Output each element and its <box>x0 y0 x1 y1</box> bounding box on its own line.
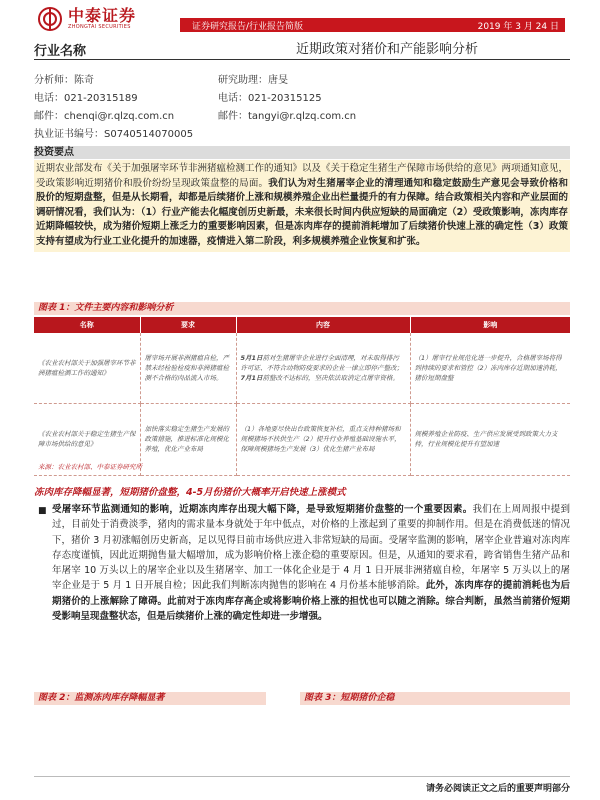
policy-table <box>34 317 570 476</box>
logo-english-name: ZHONGTAI SECURITIES <box>68 23 131 30</box>
report-date: 2019 年 3 月 24 日 <box>477 21 559 32</box>
analyst-phone: 电话：021-20315189 <box>34 93 138 104</box>
report-title: 近期政策对猪价和产能影响分析 <box>296 42 479 57</box>
header-band <box>180 18 565 32</box>
body-paragraph <box>52 502 570 624</box>
figure2-title: 图表 2：监测冻肉库存降幅显著 <box>34 692 266 705</box>
highlights-view: 我们认为对生猪屠宰企业的清理通知和稳定鼓励生产意见会导致价格和股价的短期盘整，但是从长期看，却都是后续猪价上涨和规模养殖企业出栏量提升的有力保障。结合政策相关内容和产业层面的调研情况看，我们认为： <box>36 177 569 218</box>
analyst-email[interactable]: 邮件：chenqi@r.qlzq.com.cn <box>34 111 175 122</box>
highlights-intro: 近期农业部发布《关于加强屠宰环节非洲猪瘟检测工作的通知》以及《关于稳定生猪生产保障市场供给的意见》两项通知意见，受政策影响近期猪价和股价纷纷呈现政策盘整的局面。 <box>36 163 569 189</box>
figure1-title: 图表 1：文件主要内容和影响分析 <box>34 302 570 315</box>
column-header-requirement: 要求 <box>140 317 236 333</box>
table-row <box>34 333 570 403</box>
assistant-phone: 电话：021-20315125 <box>218 93 322 104</box>
policy-name: 《农业农村部关于稳定生猪生产保障市场供给的意见》 <box>34 403 140 475</box>
bullet-icon: ■ <box>38 506 47 516</box>
column-header-name: 名称 <box>34 317 140 333</box>
company-logo <box>38 6 136 32</box>
policy-requirement: 加快落实稳定生猪生产发展的政策措施，推进标准化规模化养殖，优化产业布局 <box>140 403 236 475</box>
column-header-content: 内容 <box>236 317 410 333</box>
para-body: 我们在上周周报中提到过，目前处于消费淡季，猪肉的需求量本身就处于年中低点，对价格的上涨起到了重要的抑制作用。但是在消费低迷的情况下，猪价 3 月初涨幅创历史新高，足以见得目前市场供应进入非常短缺的局面。受屠宰监测的影响，屠宰企业普遍对冻肉库存态度谨慎，因此近期抛售量大幅增加，成为影响价格上涨企稳的重要原因。但是，从通知的要求看，跨省销售生猪产品和年屠宰 10 万头以上的屠宰企业以及生猪屠宰、加工一体化企业是于 4 月 1 日开展非洲猪瘟自检，年屠宰 5 万头以上的屠宰企业是于 5 月 1 日开展自检；因此我们判断冻肉抛售的影响在 4 月份基本能够消除。 <box>52 504 570 592</box>
report-type: 证券研究报告/行业报告简版 <box>192 21 304 32</box>
para-lead: 受屠宰环节监测通知的影响，近期冻肉库存出现大幅下降，是导致短期猪价盘整的一个重要因素。 <box>52 504 473 515</box>
industry-name: 行业名称 <box>34 44 87 59</box>
analyst-name: 分析师：陈奇 <box>34 75 94 86</box>
policy-content: （1）各地要尽快出台政策恢复补栏，重点支持种猪场和规模猪场不扶供生产（2）提升行业养殖基础设施水平，保障规模猪场生产发展（3）优化生猪产业布局 <box>236 403 410 475</box>
policy-impact: （1）屠宰行业规范化进一步提升，合格屠宰场将得到持续的要求和管控（2）冻肉库存近期加速消耗，猪价短期盘整 <box>410 333 570 403</box>
analyst-info-right <box>218 72 356 126</box>
analyst-info-left <box>34 72 193 144</box>
column-header-impact: 影响 <box>410 317 570 333</box>
figure1-source: 来源：农业农村部、中泰证券研究所 <box>38 463 142 471</box>
content-part-b: 前整改不达标的，坚决依法取消定点屠宰资格。 <box>262 373 400 382</box>
deadline-may: 5月1日 <box>240 353 263 362</box>
assistant-email[interactable]: 邮件：tangyi@r.qlzq.com.cn <box>218 111 357 122</box>
policy-content <box>236 333 410 403</box>
para-conclusion: 此外，冻肉库存的提前消耗也为后期猪价的上涨解除了障碍。此前对于冻肉库存高企或将影响价格上涨的担忧也可以随之消除。综合判断，虽然当前猪价短期受影响呈现盘整状态，但是后续猪价上涨的确定性却进一步增强。 <box>52 580 570 623</box>
policy-impact: 规模养殖企业防疫、生产供应发展受到政策大力支持，行业规模化提升有望加速 <box>410 403 570 475</box>
deadline-july: 7月1日 <box>240 373 263 382</box>
analyst-license: 执业证书编号：S0740514070005 <box>34 129 194 140</box>
figure3-title: 图表 3：短期猪价企稳 <box>300 692 570 705</box>
title-divider <box>34 59 570 60</box>
footer-divider <box>34 776 570 777</box>
content-part-a: 前对生猪屠宰企业进行全面清理，对未取得排污许可证、不符合动物防疫要求的企业一律立即停产整改； <box>240 353 403 372</box>
logo-mark-icon <box>38 7 62 31</box>
logo-chinese-name: 中泰证券 <box>68 5 137 25</box>
section-summary: 冻肉库存降幅显著，短期猪价盘整，4-5月份猪价大概率开启快速上涨模式 <box>34 487 346 498</box>
highlights-body <box>34 160 570 252</box>
highlights-conclusions: （1）行业产能去化幅度创历史新最，未来很长时间内供应短缺的局面确定（2）受政策影响，冻肉库存近期降幅较快，成为猪价短期上涨乏力的重要影响因素，但是冻肉库存的提前消耗增加了后续猪价快速上涨的确定性（3）政策支持有望成为行业工业化提升的加速器，疫情进入第二阶段，利多规模养殖企业恢复和扩张。 <box>36 206 568 247</box>
policy-requirement: 屠宰场开展非洲猪瘟自检，严禁未经检验检疫和非洲猪瘟检测不合格的肉品流入市场。 <box>140 333 236 403</box>
highlights-heading: 投资要点 <box>34 146 570 159</box>
assistant-name: 研究助理：唐旻 <box>218 75 288 86</box>
policy-name: 《农业农村部关于加强屠宰环节非洲猪瘟检测工作的通知》 <box>34 333 140 403</box>
footer-disclaimer: 请务必阅读正文之后的重要声明部分 <box>425 784 570 794</box>
